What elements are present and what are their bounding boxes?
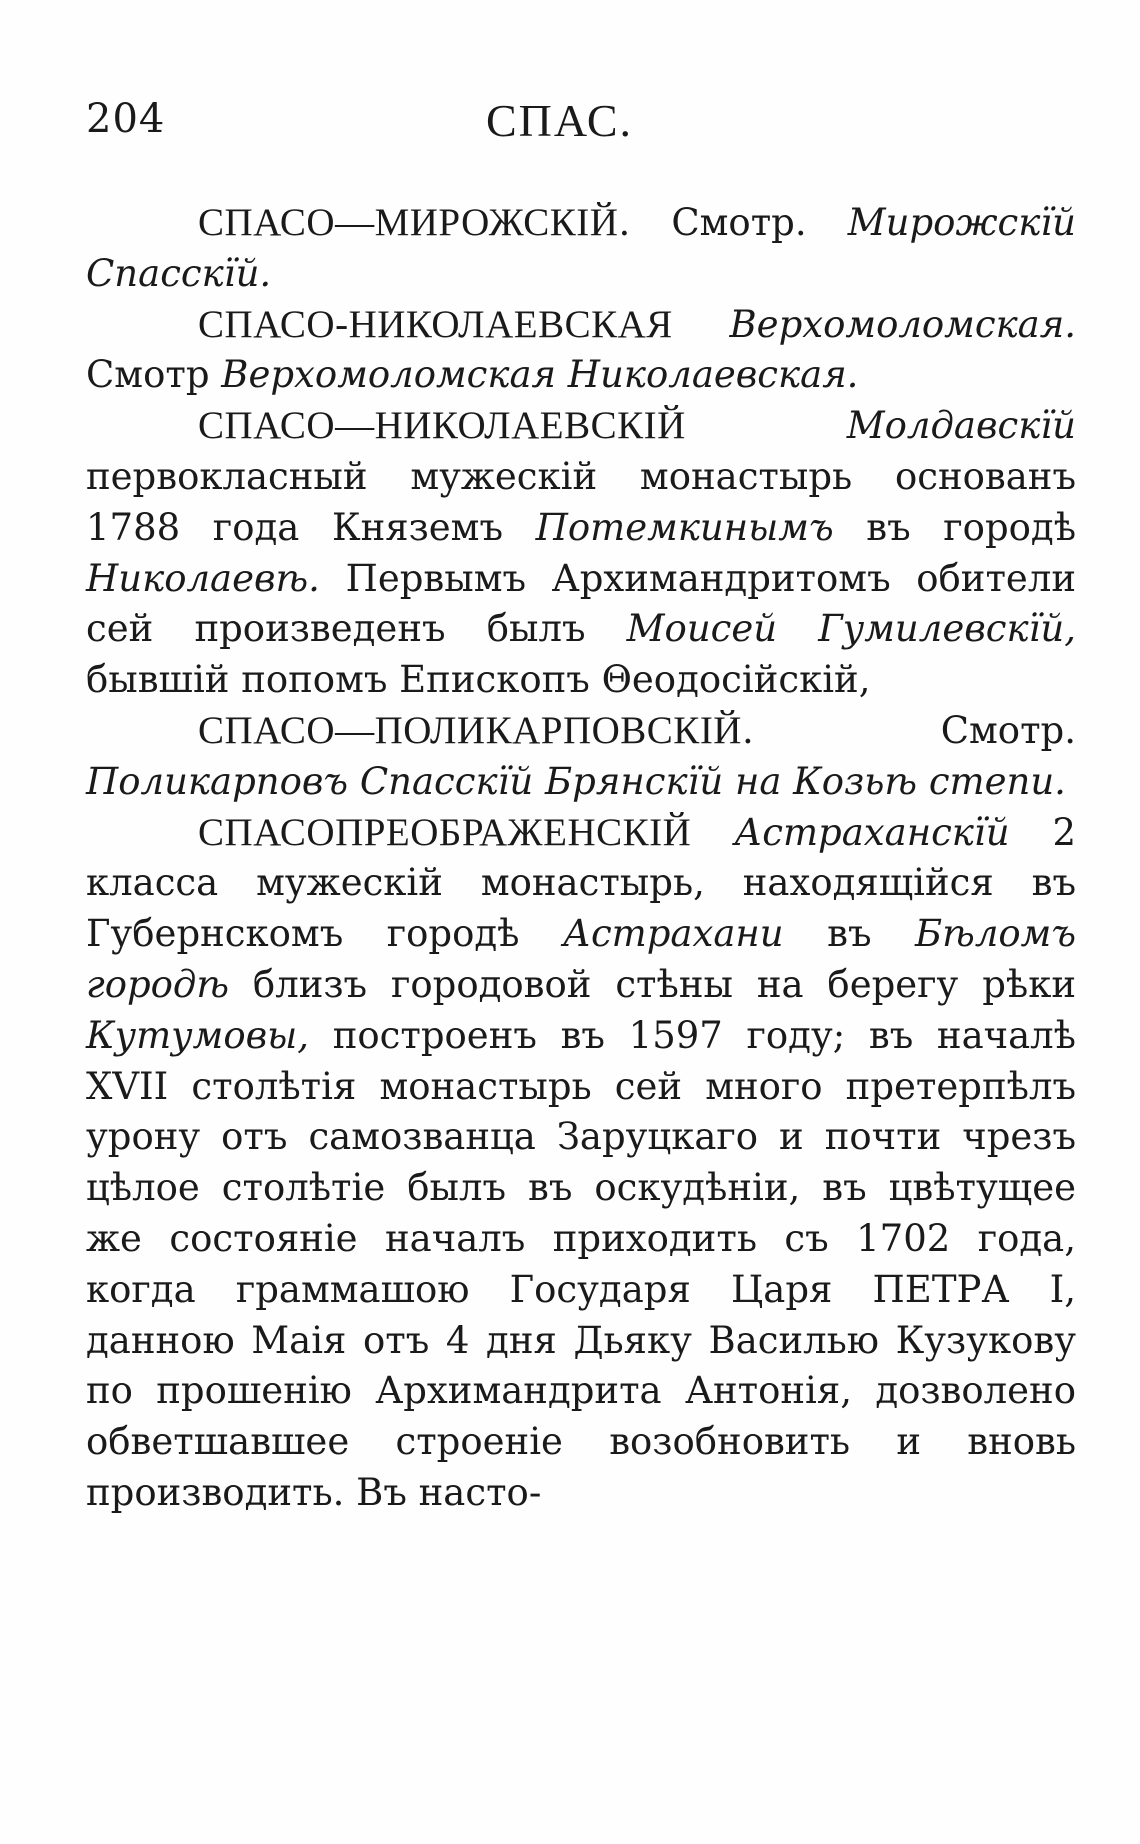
entry-text	[691, 811, 734, 854]
entry-italic-ref: Моисей Гумилевскїй,	[626, 607, 1076, 651]
entry-text: въ городѣ	[833, 505, 1077, 549]
entry-italic-ref: Верхомоломская.	[729, 302, 1076, 346]
entry-headword: СПАСОПРЕОБРАЖЕНСКІЙ	[198, 810, 692, 854]
entry-italic-ref: Николаевѣ.	[86, 556, 320, 600]
entry-spaso-polikarpovsky	[86, 706, 1076, 808]
entry-text: 2 класса мужескій монастырь, находящійся въ Губернскомъ городѣ	[86, 810, 1076, 956]
entry-text	[686, 404, 847, 447]
entry-italic-ref: Астраханскїй	[734, 810, 1010, 854]
entry-text: построенъ въ 1597 году; въ началѣ XVII столѣтія монастырь сей много претерпѣлъ урону отъ самозванца Заруцкаго и почти чрезъ цѣлое столѣтіе былъ въ оскудѣніи, въ цвѣтущее же состояніе началъ приходить съ 1702 года, когда граммашою Государя Царя ПЕТРА I, данною Маія отъ 4 дня Дьяку Василью Кузукову по прошенію Архимандрита Антонія, дозволено обветшавшее строеніе возобновить и вновь производить. Въ насто-	[86, 1013, 1076, 1514]
page-number: 204	[86, 96, 166, 142]
entry-spaso-nikolaevskaya	[86, 300, 1076, 402]
entry-text: бывшій попомъ Епископъ Θеодосійскій,	[86, 658, 871, 702]
entry-headword: СПАСО—НИКОЛАЕВСКІЙ	[198, 404, 686, 448]
dictionary-body	[86, 198, 1076, 1519]
entry-spaso-nikolaevsky	[86, 401, 1076, 706]
entry-text: въ	[783, 912, 915, 956]
entry-italic-ref: Молдавскїй	[846, 404, 1076, 448]
entry-text: Смотр	[86, 353, 222, 397]
entry-text: . Смотр.	[741, 708, 1076, 752]
entry-text: близъ городовой стѣны на берегу рѣки	[229, 962, 1076, 1006]
entry-text	[673, 303, 730, 346]
entry-headword: СПАСО—МИРОЖСКІЙ	[198, 201, 619, 244]
entry-italic-ref: Кутумовы,	[86, 1013, 310, 1057]
entry-headword: СПАСО-НИКОЛАЕВСКАЯ	[198, 302, 673, 346]
entry-italic-ref: Потемкинымъ	[535, 505, 834, 549]
entry-text: Первымъ Архимандритомъ обители сей произведенъ былъ	[86, 556, 1076, 651]
page-header	[86, 96, 1070, 156]
entry-italic-ref: Верхомоломская Николаевская.	[221, 353, 859, 397]
entry-italic-ref: Поликарповъ Спасскїй Брянскїй на Козьѣ степи.	[86, 759, 1066, 803]
entry-spasopreobrazhensky	[86, 808, 1076, 1519]
entry-text: . Смотр.	[618, 201, 848, 244]
entry-italic-ref: Мирожскїй Спасскїй.	[86, 201, 1076, 295]
entry-text: первокласный мужескій монастырь основанъ 1788 года Княземъ	[86, 454, 1076, 549]
entry-headword: СПАСО—ПОЛИКАРПОВСКІЙ	[198, 708, 742, 752]
entry-spaso-mirozhsky	[86, 198, 1076, 300]
running-head: СПАС.	[486, 95, 634, 146]
entry-italic-ref: Астрахани	[562, 912, 784, 956]
entry-italic-ref: Бѣломъ городѣ	[86, 912, 1076, 1006]
